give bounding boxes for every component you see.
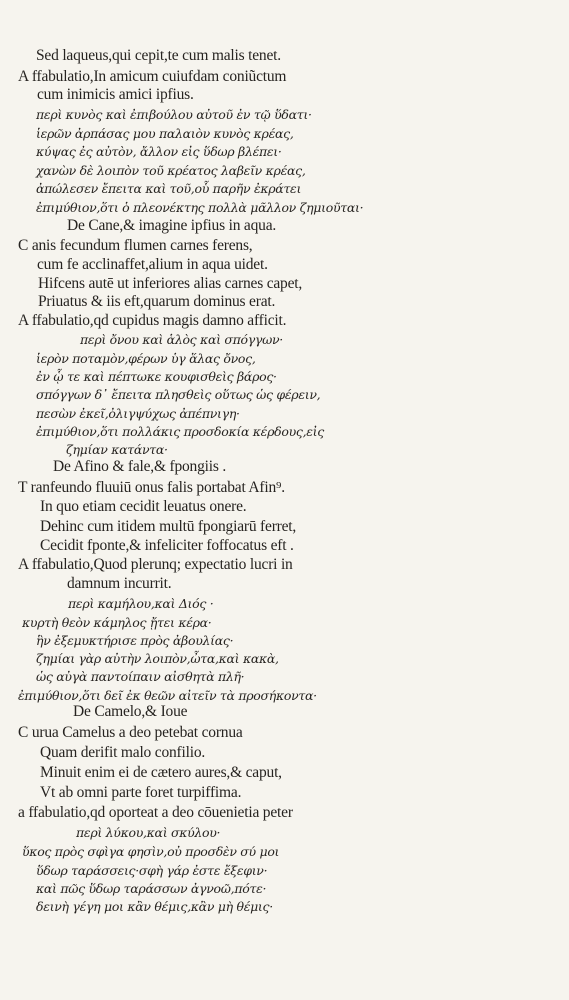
- latin-line: Sed laqueus,qui cepit,te cum malis tenet.: [36, 47, 281, 64]
- affabulatio-line: A ffabulatio,qd cupidus magis damno afficit.: [18, 312, 287, 329]
- greek-heading: περὶ ὄνου καὶ ἁλὸς καὶ σπόγγων·: [80, 332, 283, 347]
- greek-line: πεσὼν ἐκεῖ,ὀλιγψύχως ἀπέπνιγη·: [36, 406, 240, 421]
- latin-line: damnum incurrit.: [67, 575, 172, 592]
- affabulatio-line: a ffabulatio,qd oporteat a deo cōuenietia peter: [18, 804, 293, 821]
- latin-line: C urua Camelus a deo petebat cornua: [18, 724, 243, 741]
- latin-line: C anis fecundum flumen carnes ferens,: [18, 237, 253, 254]
- greek-line: ἱερῶν ἀρπάσας μου παλαιὸν κυνὸς κρέας,: [36, 126, 294, 141]
- greek-heading: περὶ κυνὸς καὶ ἐπιβούλου αὐτοῦ ἐν τῷ ὕδατι·: [36, 107, 312, 122]
- greek-line: χανὼν δὲ λοιπὸν τοῦ κρέατος λαβεῖν κρέας,: [36, 163, 306, 178]
- greek-moral: ζημίαν κατάντα·: [66, 442, 168, 457]
- latin-line: Minuit enim ei de cætero aures,& caput,: [40, 764, 282, 781]
- latin-line: Dehinc cum itidem multū fpongiarū ferret,: [40, 518, 297, 535]
- greek-heading: περὶ καμήλου,καὶ Διός ·: [68, 596, 214, 611]
- latin-line: Quam derifit malo confilio.: [40, 744, 206, 761]
- latin-line: Vt ab omni parte foret turpiffima.: [40, 784, 242, 801]
- greek-line: ὡς αὐγὰ παντοίπαιν αἰσθητὰ πλῆ·: [36, 669, 245, 684]
- greek-line: κύψας ἐς αὐτὸν, ἄλλον εἰς ὕδωρ βλέπει·: [36, 144, 282, 159]
- greek-heading: περὶ λύκου,καὶ σκύλου·: [76, 825, 221, 840]
- greek-line: ἣν ἐξεμυκτήρισε πρὸς ἀβουλίας·: [36, 633, 234, 648]
- greek-moral: ἐπιμύθιον,ὅτι δεῖ ἐκ θεῶν αἰτεῖν τὰ προσήκοντα·: [18, 688, 317, 703]
- fable-title: De Cane,& imagine ipfius in aqua.: [67, 217, 277, 234]
- fable-title: De Camelo,& Ioue: [73, 703, 188, 720]
- greek-line: σπόγγων δ᾽ ἔπειτα πλησθεὶς οὕτως ὡς φέρειν,: [36, 387, 321, 402]
- greek-line: καὶ πῶς ὕδωρ ταράσσων ἀγνοῶ,πότε·: [36, 881, 267, 896]
- greek-moral: ἐπιμύθιον,ὅτι ὁ πλεονέκτης πολλὰ μᾶλλον ζημιοῦται·: [36, 200, 364, 215]
- affabulatio-line: A ffabulatio,In amicum cuiufdam coniũctum: [18, 68, 287, 85]
- affabulatio-line: A ffabulatio,Quod plerunq; expectatio lucri in: [18, 556, 293, 573]
- greek-line: ἐν ᾧ τε καὶ πέπτωκε κουφισθεὶς βάρος·: [36, 369, 277, 384]
- greek-line: ζημίαι γὰρ αὐτὴν λοιπὸν,ὦτα,καὶ κακὰ,: [36, 651, 279, 666]
- greek-line: ἱερὸν ποταμὸν,φέρων ὑγ ἅλας ὄνος,: [36, 351, 256, 366]
- greek-line: ὕκος πρὸς σφὶγα φησὶν,οὐ προσδὲν σύ μοι: [22, 844, 280, 859]
- fable-title: De Afino & fale,& fpongiis .: [53, 458, 227, 475]
- latin-line: T ranfeundo fluuiū onus falis portabat Afin⁹.: [18, 479, 285, 496]
- greek-line: ὕδωρ ταράσσεις·σφὴ γάρ ἐστε ἔξεφιν·: [36, 863, 268, 878]
- latin-line: cum inimicis amici ipfius.: [37, 86, 194, 103]
- latin-line: In quo etiam cecidit leuatus onere.: [40, 498, 247, 515]
- greek-line: δεινὴ γέγη μοι κἂν θέμις,κἂν μὴ θέμις·: [36, 899, 273, 914]
- latin-line: cum fe acclinaffet,alium in aqua uidet.: [37, 256, 268, 273]
- latin-line: Cecidit fponte,& infeliciter foffocatus eft .: [40, 537, 294, 554]
- latin-line: Hifcens autē ut inferiores alias carnes capet,: [38, 275, 303, 292]
- greek-line: κυρτὴ θεὸν κάμηλος ᾔτει κέρα·: [22, 615, 212, 630]
- greek-line: ἀπώλεσεν ἔπειτα καὶ τοῦ,οὗ παρῆν ἐκράτει: [36, 181, 302, 196]
- greek-moral: ἐπιμύθιον,ὅτι πολλάκις προσδοκία κέρδους,εἰς: [36, 424, 324, 439]
- latin-line: Priuatus & iis eft,quarum dominus erat.: [38, 293, 276, 310]
